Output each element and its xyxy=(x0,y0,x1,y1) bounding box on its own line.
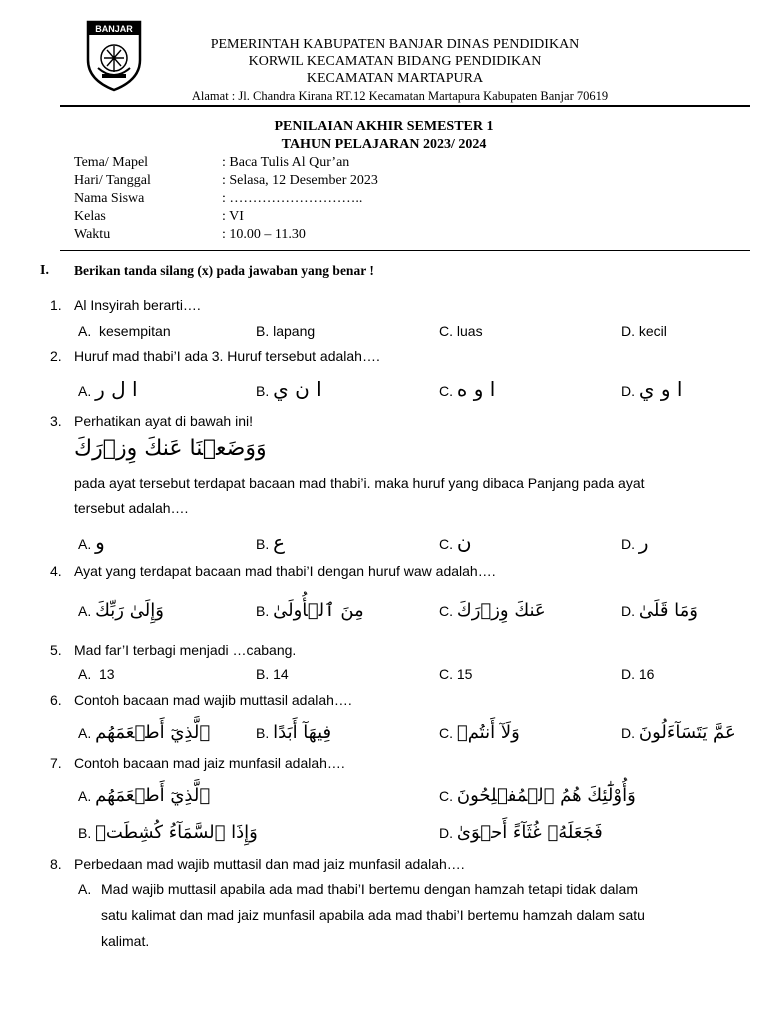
option-label: A. xyxy=(78,603,92,619)
option-text: ع xyxy=(273,530,286,554)
option-label: C. xyxy=(439,666,453,682)
info-label: Nama Siswa xyxy=(74,191,145,206)
option-c[interactable] xyxy=(439,377,495,401)
option-text: ا و ي xyxy=(638,377,683,401)
question-text: Al Insyirah berarti…. xyxy=(74,297,201,313)
option-text-line: satu kalimat dan mad jaiz munfasil apabila ada mad thabi’I bertemu hamzah dalam satu xyxy=(101,907,645,923)
question-number: 3. xyxy=(50,413,62,429)
option-label: B. xyxy=(78,825,92,841)
option-d[interactable] xyxy=(621,666,654,682)
option-text: فِيهَآ أَبَدًا xyxy=(273,722,332,743)
option-text: عَنكَ وِزۡرَكَ xyxy=(456,600,546,621)
option-text: و xyxy=(95,530,105,554)
option-b[interactable] xyxy=(256,722,331,743)
option-label: D. xyxy=(621,725,635,741)
question-number: 5. xyxy=(50,642,62,658)
option-b[interactable] xyxy=(256,600,364,621)
option-b[interactable] xyxy=(256,377,322,401)
option-a[interactable] xyxy=(78,722,210,743)
option-label: D. xyxy=(621,666,635,682)
option-label: C. xyxy=(439,725,453,741)
option-c[interactable] xyxy=(439,530,472,554)
option-text-line: Mad wajib muttasil apabila ada mad thabi’I bertemu dengan hamzah tetapi tidak dalam xyxy=(101,881,638,897)
option-d[interactable] xyxy=(621,722,736,743)
option-c[interactable] xyxy=(439,666,472,682)
option-text: kesempitan xyxy=(99,323,171,339)
option-text: عَمَّ يَتَسَآءَلُونَ xyxy=(638,722,736,743)
question-text: Contoh bacaan mad wajib muttasil adalah…. xyxy=(74,692,352,708)
option-label: B. xyxy=(256,725,270,741)
exam-title: PENILAIAN AKHIR SEMESTER 1 xyxy=(274,119,494,134)
option-b[interactable] xyxy=(256,323,315,339)
option-d[interactable] xyxy=(439,822,603,843)
option-a[interactable] xyxy=(78,666,115,682)
option-label: D. xyxy=(621,603,635,619)
option-text: 13 xyxy=(99,666,115,682)
option-label: A. xyxy=(78,725,92,741)
info-value: : Baca Tulis Al Qur’an xyxy=(222,155,350,170)
option-label: C. xyxy=(439,603,453,619)
option-text: مِنَ ٱلۡأُولَىٰ xyxy=(273,600,364,621)
question-text: Contoh bacaan mad jaiz munfasil adalah…. xyxy=(74,755,345,771)
option-text: وَلَآ أَنتُمۡ xyxy=(456,722,520,743)
option-b[interactable] xyxy=(256,530,285,554)
option-a[interactable] xyxy=(78,600,164,621)
option-text: luas xyxy=(456,323,483,339)
option-a[interactable] xyxy=(78,323,171,339)
question-number: 2. xyxy=(50,348,62,364)
exam-year: TAHUN PELAJARAN 2023/ 2024 xyxy=(281,137,487,152)
section-number: I. xyxy=(40,263,49,278)
option-text: ا ل ر xyxy=(95,377,138,401)
info-label: Waktu xyxy=(74,227,111,242)
info-divider xyxy=(60,250,750,251)
option-label: A. xyxy=(78,666,92,682)
option-label: B. xyxy=(256,603,270,619)
option-d[interactable] xyxy=(621,377,682,401)
question-number: 1. xyxy=(50,297,62,313)
option-c[interactable] xyxy=(439,785,636,806)
option-label: D. xyxy=(621,383,635,399)
option-text: ا ن ي xyxy=(273,377,322,401)
option-text: kecil xyxy=(638,323,667,339)
option-label: A. xyxy=(78,323,92,339)
option-a[interactable] xyxy=(78,530,105,554)
option-text: فَجَعَلَهُۥ غُثَآءً أَحۡوَىٰ xyxy=(456,822,603,843)
option-d[interactable] xyxy=(621,530,649,554)
option-b[interactable] xyxy=(78,822,258,843)
info-value: : VI xyxy=(222,209,244,224)
header-line-2: KORWIL KECAMATAN BIDANG PENDIDIKAN xyxy=(248,54,542,69)
option-label: D. xyxy=(439,825,453,841)
header-divider xyxy=(60,105,750,107)
option-text-line: kalimat. xyxy=(101,933,150,949)
option-label: A. xyxy=(78,383,92,399)
info-label: Tema/ Mapel xyxy=(74,155,149,170)
option-text: ٱلَّذِيٓ أَطۡعَمَهُم xyxy=(95,785,211,806)
option-c[interactable] xyxy=(439,323,483,339)
option-label: C. xyxy=(439,788,453,804)
option-label: C. xyxy=(439,383,453,399)
header-line-3: KECAMATAN MARTAPURA xyxy=(306,71,484,86)
option-a[interactable] xyxy=(78,377,138,401)
option-label: D. xyxy=(621,536,635,552)
question-text-continued: tersebut adalah…. xyxy=(74,500,189,516)
option-b[interactable] xyxy=(256,666,289,682)
option-c[interactable] xyxy=(439,722,520,743)
question-text: Huruf mad thabi’I ada 3. Huruf tersebut adalah…. xyxy=(74,348,380,364)
option-label: A. xyxy=(78,788,92,804)
question-number: 4. xyxy=(50,563,62,579)
question-text: Perhatikan ayat di bawah ini! xyxy=(74,413,253,429)
question-text-continued: pada ayat tersebut terdapat bacaan mad thabi’i. maka huruf yang dibaca Panjang pada ayat xyxy=(74,475,645,491)
option-text: 15 xyxy=(456,666,473,682)
question-number: 7. xyxy=(50,755,62,771)
info-value: : Selasa, 12 Desember 2023 xyxy=(222,173,378,188)
regency-logo xyxy=(84,20,144,92)
option-d[interactable] xyxy=(621,600,698,621)
ayat-text: وَوَضَعۡنَا عَنكَ وِزۡرَكَ xyxy=(74,436,267,461)
option-text: 16 xyxy=(638,666,655,682)
option-text: وَأُوْلَٰٓئِكَ هُمُ ٱلۡمُفۡلِحُونَ xyxy=(456,785,636,806)
option-label: D. xyxy=(621,323,635,339)
option-label: C. xyxy=(439,323,453,339)
question-text: Ayat yang terdapat bacaan mad thabi’I dengan huruf waw adalah…. xyxy=(74,563,496,579)
option-label: B. xyxy=(256,536,270,552)
option-text: 14 xyxy=(273,666,289,682)
option-c[interactable] xyxy=(439,600,546,621)
option-label: B. xyxy=(256,323,270,339)
option-label: B. xyxy=(256,383,270,399)
option-text: وَإِلَىٰ رَبِّكَ xyxy=(95,600,164,621)
header-address: Alamat : Jl. Chandra Kirana RT.12 Kecamatan Martapura Kabupaten Banjar 70619 xyxy=(191,89,609,103)
question-text: Perbedaan mad wajib muttasil dan mad jaiz munfasil adalah…. xyxy=(74,856,465,872)
option-text: ن xyxy=(456,530,472,554)
header-line-1: PEMERINTAH KABUPATEN BANJAR DINAS PENDIDIKAN xyxy=(210,37,580,52)
logo-text: BANJAR xyxy=(95,24,133,34)
info-label: Hari/ Tanggal xyxy=(74,173,151,188)
option-text: ٱلَّذِيٓ أَطۡعَمَهُم xyxy=(95,722,211,743)
info-label: Kelas xyxy=(74,209,106,224)
option-a[interactable] xyxy=(78,785,210,806)
option-label: C. xyxy=(439,536,453,552)
option-label: B. xyxy=(256,666,270,682)
option-label: A. xyxy=(78,536,92,552)
question-number: 8. xyxy=(50,856,62,872)
info-value: : ……………………….. xyxy=(222,191,363,206)
option-d[interactable] xyxy=(621,323,667,339)
info-value: : 10.00 – 11.30 xyxy=(222,227,306,242)
option-text: وَمَا قَلَىٰ xyxy=(638,600,698,621)
question-number: 6. xyxy=(50,692,62,708)
option-text: ر xyxy=(638,530,649,554)
question-text: Mad far’I terbagi menjadi …cabang. xyxy=(74,642,297,658)
option-text: lapang xyxy=(273,323,316,339)
option-text: وَإِذَا ٱلسَّمَآءُ كُشِطَتۡ xyxy=(95,822,258,843)
option-text: ا و ه xyxy=(456,377,496,401)
section-instruction: Berikan tanda silang (x) pada jawaban yang benar ! xyxy=(74,263,374,278)
option-label: A. xyxy=(78,881,92,897)
